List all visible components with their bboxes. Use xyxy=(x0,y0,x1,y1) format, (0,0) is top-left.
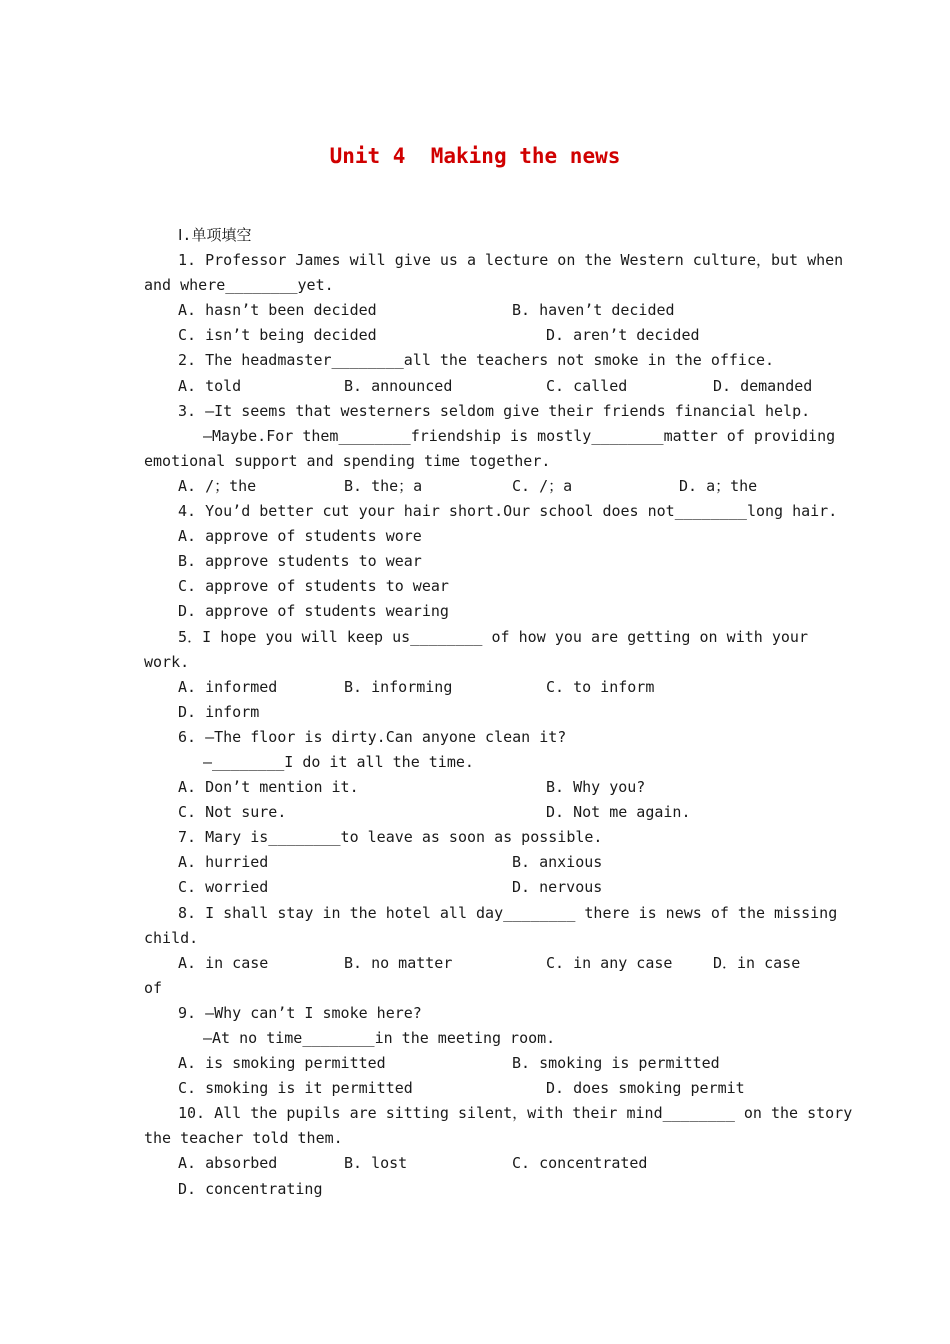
question-stem: 4. You’d better cut your hair short.Our school does not________long hair. xyxy=(178,502,838,521)
option-c: C. in any case xyxy=(546,953,673,972)
option-d-continued: of xyxy=(144,978,163,997)
option-a: A. in case xyxy=(178,953,269,972)
option-b: B. no matter xyxy=(344,953,453,972)
option-d: D. approve of students wearing xyxy=(178,602,449,621)
question-stem: the teacher told them. xyxy=(144,1129,343,1148)
option-b: B. Why you? xyxy=(546,778,646,797)
option-c: C. called xyxy=(546,376,628,395)
question-stem: —At no time________in the meeting room. xyxy=(203,1029,556,1047)
question-stem: 8. I shall stay in the hotel all day________ there is news of the missing xyxy=(178,903,838,922)
question-stem: 9. —Why can’t I smoke here? xyxy=(178,1003,422,1022)
option-d: D. demanded xyxy=(713,376,813,395)
question-stem: 6. —The floor is dirty.Can anyone clean it? xyxy=(178,727,567,746)
option-a: A. absorbed xyxy=(178,1154,278,1173)
question-6 xyxy=(144,725,808,825)
option-a: A. hasn’t been decided xyxy=(178,301,377,320)
question-stem: 7. Mary is________to leave as soon as possible. xyxy=(178,828,603,847)
option-d: D. Not me again. xyxy=(546,803,691,822)
option-b: B. informing xyxy=(344,677,453,696)
option-c: C. /；a xyxy=(512,476,573,495)
question-7 xyxy=(144,825,808,900)
question-stem: 3. —It seems that westerners seldom give their friends financial help. xyxy=(178,401,811,420)
question-8 xyxy=(144,901,838,1001)
question-5 xyxy=(144,625,808,725)
option-b: B. anxious xyxy=(512,853,603,872)
option-a: A. told xyxy=(178,376,242,395)
question-stem: —________I do it all the time. xyxy=(203,752,474,771)
question-stem: —Maybe.For them________friendship is mostly________matter of providing xyxy=(203,426,836,445)
section-heading: Ⅰ.单项填空 xyxy=(178,226,252,244)
option-d: D. inform xyxy=(178,702,260,721)
question-4 xyxy=(144,499,838,624)
question-stem: and where________yet. xyxy=(144,276,334,295)
question-1 xyxy=(144,248,844,348)
option-b: B. the；a xyxy=(344,476,423,495)
document-title: Unit 4 Making the news xyxy=(329,144,621,168)
question-3 xyxy=(144,399,836,499)
question-stem: 2. The headmaster________all the teachers not smoke in the office. xyxy=(178,351,775,370)
option-a: A. Don’t mention it. xyxy=(178,778,359,797)
question-2 xyxy=(144,348,813,398)
question-10 xyxy=(144,1101,853,1201)
option-d: D. concentrating xyxy=(178,1179,323,1198)
question-stem: work. xyxy=(144,652,190,671)
question-stem: child. xyxy=(144,928,199,947)
option-c: C. smoking is it permitted xyxy=(178,1079,413,1098)
exercise-content xyxy=(144,223,853,1202)
question-stem: 10. All the pupils are sitting silent，with their mind________ on the story xyxy=(178,1104,853,1123)
option-c: C. worried xyxy=(178,878,269,897)
question-stem: 1. Professor James will give us a lecture on the Western culture，but when xyxy=(178,251,844,270)
option-d: D. a；the xyxy=(679,476,758,495)
option-a: A. /；the xyxy=(178,476,257,495)
option-a: A. informed xyxy=(178,677,278,696)
question-stem: emotional support and spending time together. xyxy=(144,451,551,470)
option-a: A. is smoking permitted xyxy=(178,1054,386,1073)
option-b: B. approve students to wear xyxy=(178,552,422,571)
option-d: D. does smoking permit xyxy=(546,1079,745,1098)
question-9 xyxy=(144,1001,808,1101)
option-c: C. isn’t being decided xyxy=(178,326,377,345)
question-stem: 5．I hope you will keep us________ of how you are getting on with your xyxy=(178,627,808,646)
option-b: B. haven’t decided xyxy=(512,301,675,320)
option-c: C. concentrated xyxy=(512,1154,648,1173)
option-d: D. aren’t decided xyxy=(546,326,700,345)
option-b: B. announced xyxy=(344,376,453,395)
option-d: D．in case xyxy=(713,953,801,972)
option-a: A. hurried xyxy=(178,853,269,872)
option-d: D. nervous xyxy=(512,878,603,897)
option-c: C. to inform xyxy=(546,677,655,696)
option-b: B. smoking is permitted xyxy=(512,1054,720,1073)
option-a: A. approve of students wore xyxy=(178,527,422,546)
option-c: C. Not sure. xyxy=(178,803,287,822)
option-b: B. lost xyxy=(344,1154,408,1173)
option-c: C. approve of students to wear xyxy=(178,577,449,596)
